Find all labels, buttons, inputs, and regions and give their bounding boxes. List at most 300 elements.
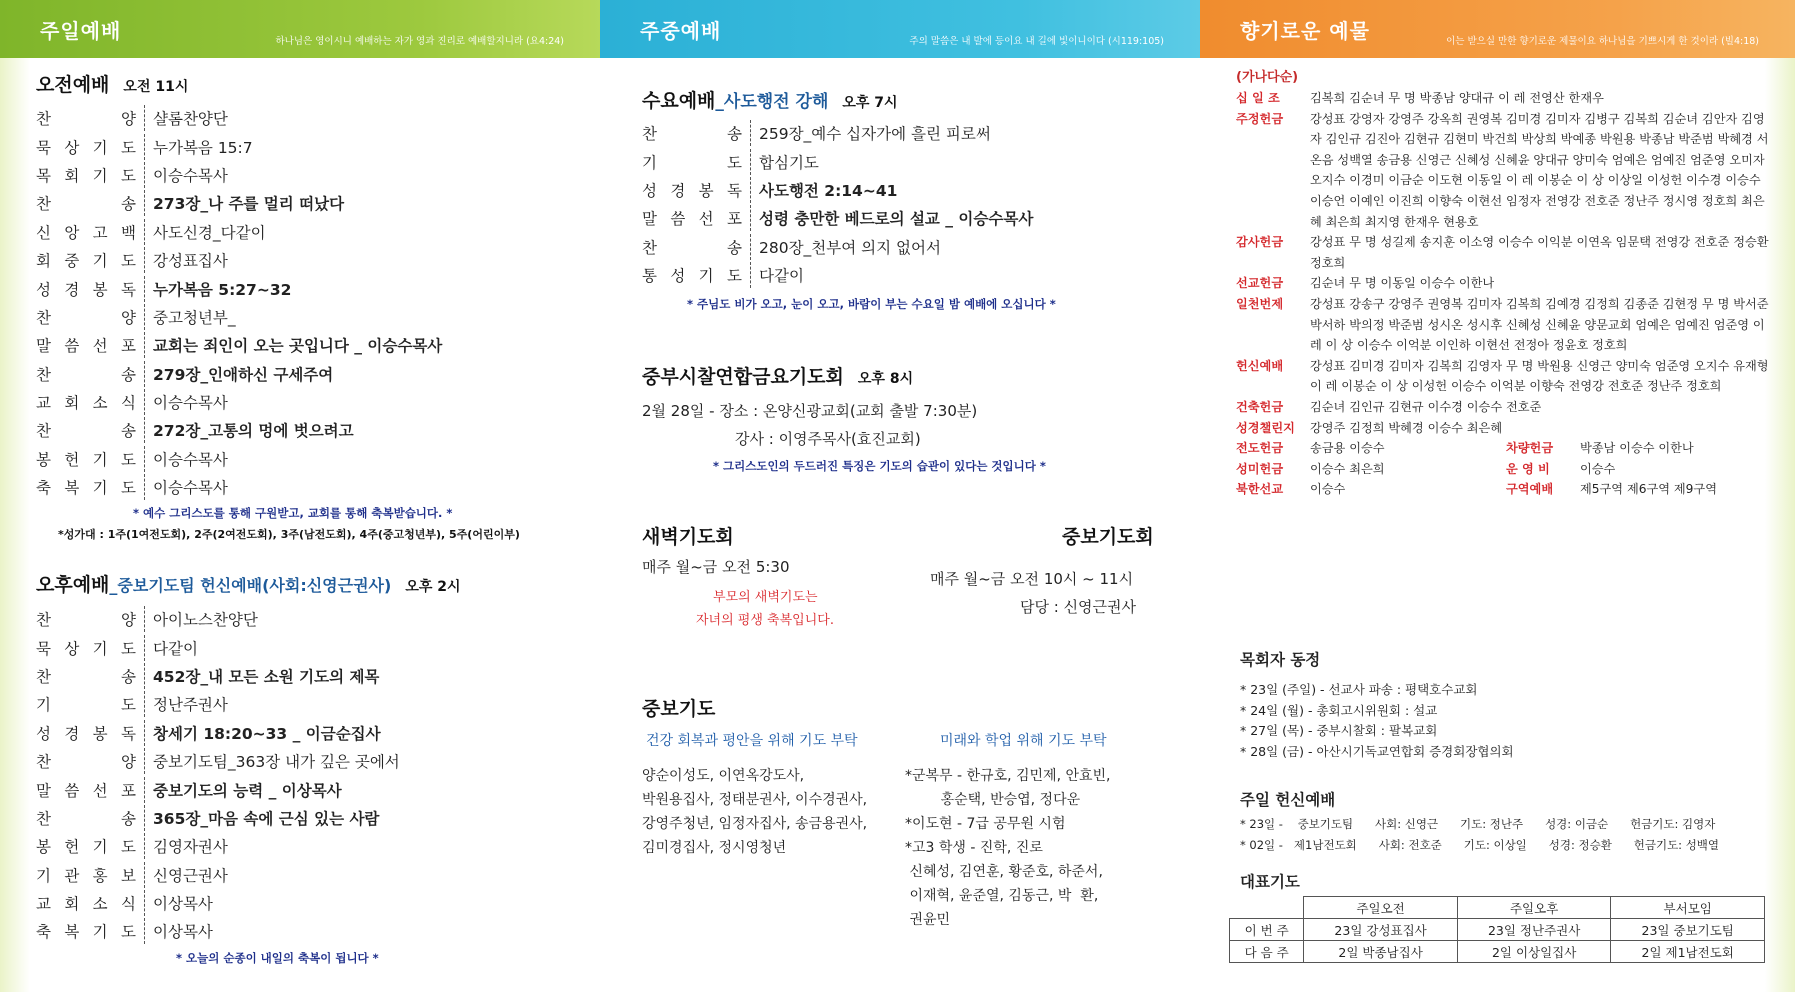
order-label-char: 도 bbox=[120, 838, 136, 857]
order-value: 다같이 bbox=[153, 639, 198, 658]
order-label-char: 고 bbox=[92, 223, 108, 242]
dawn-time: 매주 월~금 오전 5:30 bbox=[642, 558, 790, 576]
weekday-header bbox=[600, 0, 1200, 58]
order-row bbox=[36, 662, 400, 690]
order-divider bbox=[750, 120, 751, 146]
order-label-char: 찬 bbox=[36, 611, 51, 630]
order-divider bbox=[144, 105, 145, 131]
order-row bbox=[642, 233, 1033, 261]
order-label bbox=[36, 448, 144, 470]
offering-list bbox=[1236, 66, 1776, 500]
order-divider bbox=[144, 720, 145, 746]
intercession-meeting-title: 중보기도회 bbox=[1062, 526, 1154, 548]
prayer-right-line: *이도현 - 7급 공무원 시험 bbox=[905, 816, 1066, 832]
rep-cell: 2일 박종남집사 bbox=[1304, 941, 1458, 963]
order-label-char: 기 bbox=[92, 450, 108, 469]
offering-label: 건축헌금 bbox=[1236, 399, 1284, 414]
order-label-char: 봉 bbox=[36, 838, 51, 857]
offering-row bbox=[1236, 397, 1776, 418]
offering-label: 전도헌금 bbox=[1236, 441, 1284, 456]
offering-header-verse: 이는 받으실 만한 향기로운 제물이요 하나님을 기쁘시게 한 것이라 (빌4:18) bbox=[1446, 36, 1759, 47]
wednesday-service-title bbox=[642, 86, 898, 113]
union-title-text: 중부시찰연합금요기도회 bbox=[642, 366, 844, 388]
offering-label: 성경챌린지 bbox=[1236, 420, 1295, 435]
order-label-char: 송 bbox=[727, 125, 742, 144]
order-label-char: 독 bbox=[120, 280, 136, 299]
union-line2: 강사 : 이영주목사(효진교회) bbox=[735, 430, 921, 448]
order-label-char: 기 bbox=[92, 138, 108, 157]
offering-pair-right bbox=[1506, 479, 1776, 500]
devotion-item: * 23일 - 중보기도팀 사회: 신영근 기도: 정난주 성경: 이금순 헌금기도: 김영자 bbox=[1240, 817, 1716, 831]
order-divider bbox=[750, 234, 751, 260]
order-label-char: 상 bbox=[64, 639, 80, 658]
union-line1: 2월 28일 - 장소 : 온양신광교회(교회 출발 7:30분) bbox=[642, 402, 978, 420]
order-row bbox=[642, 147, 1033, 175]
order-label-char: 회 bbox=[64, 895, 80, 914]
order-divider bbox=[144, 474, 145, 500]
dawn-red-line2: 자녀의 평생 축복입니다. bbox=[696, 613, 834, 628]
morning-note: * 예수 그리스도를 통해 구원받고, 교회를 통해 축복받습니다. * bbox=[133, 506, 453, 520]
order-value: 452장_내 모든 소원 기도의 제목 bbox=[153, 667, 380, 686]
prayer-left-line: 양순이성도, 이연옥강도사, bbox=[642, 768, 805, 784]
order-label-char: 보 bbox=[120, 866, 136, 885]
prayer-list-right bbox=[905, 764, 1111, 932]
offering-label: 감사헌금 bbox=[1236, 235, 1284, 250]
offering-pair-left bbox=[1236, 479, 1506, 500]
order-label-char: 기 bbox=[92, 166, 108, 185]
order-row bbox=[36, 189, 442, 217]
left-edge-decoration bbox=[0, 58, 30, 992]
order-label-char: 기 bbox=[92, 923, 108, 942]
order-divider bbox=[144, 635, 145, 661]
order-label-char: 찬 bbox=[36, 110, 51, 129]
wednesday-note: * 주님도 비가 오고, 눈이 오고, 바람이 부는 수요일 밤 예배에 오십니다 * bbox=[687, 297, 1056, 311]
offering-label: 차량헌금 bbox=[1506, 441, 1554, 456]
order-divider bbox=[750, 177, 751, 203]
order-label bbox=[36, 249, 144, 271]
order-label bbox=[36, 722, 144, 744]
order-divider bbox=[144, 134, 145, 160]
order-label-char: 도 bbox=[121, 696, 136, 715]
order-label bbox=[36, 892, 144, 914]
rep-prayer-title: 대표기도 bbox=[1240, 873, 1300, 891]
order-label-char: 기 bbox=[698, 267, 714, 286]
order-label-char: 성 bbox=[642, 181, 657, 200]
order-value: 중고청년부_ bbox=[153, 308, 236, 327]
morning-order-list bbox=[36, 104, 442, 501]
order-label-char: 도 bbox=[726, 267, 742, 286]
rep-cell: 23일 강성표집사 bbox=[1304, 919, 1458, 941]
order-label-char: 도 bbox=[120, 450, 136, 469]
weekday-header-title: 주중예배 bbox=[640, 18, 722, 43]
order-label-char: 기 bbox=[36, 696, 51, 715]
rep-row-label: 다 음 주 bbox=[1230, 941, 1304, 963]
order-label-char: 선 bbox=[92, 781, 108, 800]
rep-cell: 2일 이상일집사 bbox=[1457, 941, 1611, 963]
order-row bbox=[36, 889, 400, 917]
order-label-char: 기 bbox=[92, 838, 108, 857]
order-value: 누가복음 5:27~32 bbox=[153, 280, 292, 299]
order-label-char: 기 bbox=[36, 866, 51, 885]
order-value: 365장_마음 속에 근심 있는 사람 bbox=[153, 809, 380, 828]
afternoon-subtitle: _중보기도팀 헌신예배(사회:신영근권사) bbox=[109, 576, 392, 595]
offering-label: 북한선교 bbox=[1236, 482, 1284, 497]
order-value: 성령 충만한 베드로의 설교 _ 이승수목사 bbox=[759, 210, 1034, 229]
offering-label: 운 영 비 bbox=[1506, 461, 1550, 476]
order-value: 이승수목사 bbox=[153, 450, 228, 469]
sunday-header-title: 주일예배 bbox=[40, 18, 122, 43]
order-divider bbox=[750, 262, 751, 288]
offering-label: 선교헌금 bbox=[1236, 276, 1284, 291]
prayer-right-line: *군복무 - 한규호, 김민제, 안효빈, bbox=[905, 768, 1111, 784]
union-note: * 그리스도인의 두드러진 특징은 기도의 습관이 있다는 것입니다 * bbox=[713, 459, 1046, 473]
order-divider bbox=[144, 361, 145, 387]
order-label-char: 경 bbox=[64, 280, 80, 299]
order-label-char: 기 bbox=[642, 153, 657, 172]
order-label-char: 찬 bbox=[36, 753, 51, 772]
order-label-char: 축 bbox=[36, 479, 51, 498]
order-divider bbox=[144, 162, 145, 188]
order-label-char: 상 bbox=[64, 138, 80, 157]
order-row bbox=[642, 204, 1033, 232]
order-label-char: 말 bbox=[36, 337, 51, 356]
order-label-char: 축 bbox=[36, 923, 51, 942]
order-label-char: 씀 bbox=[670, 210, 686, 229]
sunday-header-verse: 하나님은 영이시니 예배하는 자가 영과 진리로 예배할지니라 (요4:24) bbox=[275, 36, 564, 47]
offering-pair-left bbox=[1236, 459, 1506, 480]
order-label-char: 백 bbox=[120, 223, 136, 242]
order-label-char: 통 bbox=[642, 267, 657, 286]
order-value: 273장_나 주를 멀리 떠났다 bbox=[153, 195, 345, 214]
offering-header-title: 향기로운 예물 bbox=[1240, 18, 1370, 43]
prayer-head-right: 미래와 학업 위해 기도 부탁 bbox=[940, 733, 1107, 749]
rep-cell: 2일 제1남전도회 bbox=[1611, 941, 1765, 963]
order-label-char: 도 bbox=[727, 153, 742, 172]
pastor-news-item: * 27일 (목) - 중부시찰회 : 팔복교회 bbox=[1240, 723, 1438, 738]
order-label-char: 찬 bbox=[36, 308, 51, 327]
devotion-item: * 02일 - 제1남전도회 사회: 전호준 기도: 이상일 성경: 정승환 헌금기도: 성백열 bbox=[1240, 837, 1720, 852]
afternoon-service-title bbox=[36, 570, 461, 597]
order-divider bbox=[144, 417, 145, 443]
order-label-char: 식 bbox=[120, 895, 136, 914]
afternoon-note: * 오늘의 순종이 내일의 축복이 됩니다 * bbox=[176, 951, 379, 965]
wednesday-subtitle: _사도행전 강해 bbox=[715, 92, 829, 112]
offering-row bbox=[1236, 418, 1776, 439]
order-label bbox=[36, 476, 144, 498]
order-label-char: 식 bbox=[120, 394, 136, 413]
order-divider bbox=[144, 777, 145, 803]
order-value: 이상목사 bbox=[153, 923, 213, 942]
order-divider bbox=[144, 389, 145, 415]
order-label bbox=[36, 192, 144, 214]
order-label-char: 기 bbox=[92, 639, 108, 658]
order-label-char: 양 bbox=[121, 110, 136, 129]
order-value: 272장_고통의 멍에 벗으려고 bbox=[153, 422, 354, 441]
rep-cell: 23일 정난주권사 bbox=[1457, 919, 1611, 941]
order-row bbox=[36, 274, 442, 302]
order-row bbox=[36, 832, 400, 860]
prayer-right-line: 이재혁, 윤준열, 김동근, 박 환, bbox=[905, 888, 1099, 904]
order-divider bbox=[144, 748, 145, 774]
order-label bbox=[36, 779, 144, 801]
order-label bbox=[36, 750, 144, 772]
order-label-char: 송 bbox=[121, 195, 136, 214]
union-prayer-title bbox=[642, 362, 913, 389]
order-label bbox=[36, 419, 144, 441]
offering-pair-row bbox=[1236, 479, 1776, 500]
order-divider bbox=[144, 219, 145, 245]
order-label bbox=[36, 665, 144, 687]
order-divider bbox=[144, 247, 145, 273]
order-value: 이승수목사 bbox=[153, 394, 228, 413]
order-divider bbox=[144, 805, 145, 831]
order-value: 280장_천부여 의지 없어서 bbox=[759, 238, 941, 257]
wednesday-title-text: 수요예배 bbox=[642, 90, 716, 112]
order-label-char: 경 bbox=[64, 724, 80, 743]
order-label-char: 교 bbox=[36, 895, 51, 914]
prayer-head-left: 건강 회복과 평안을 위해 기도 부탁 bbox=[646, 733, 858, 749]
order-label-char: 기 bbox=[92, 252, 108, 271]
rep-header-cell: 주일오후 bbox=[1457, 897, 1611, 919]
order-row bbox=[36, 804, 400, 832]
pastor-news-title: 목회자 동정 bbox=[1240, 651, 1321, 669]
order-label-char: 회 bbox=[64, 394, 80, 413]
order-label bbox=[642, 179, 750, 201]
order-label-char: 경 bbox=[670, 181, 686, 200]
order-row bbox=[36, 445, 442, 473]
offering-row bbox=[1236, 356, 1776, 397]
pastor-news-list bbox=[1240, 680, 1514, 762]
order-label-char: 봉 bbox=[92, 724, 108, 743]
order-row bbox=[36, 360, 442, 388]
offering-order-note: (가나다순) bbox=[1236, 70, 1299, 85]
order-label bbox=[36, 835, 144, 857]
offering-column bbox=[1200, 0, 1795, 992]
order-value: 이상목사 bbox=[153, 895, 213, 914]
order-row bbox=[36, 917, 400, 945]
offering-names: 강성표 강영자 강영주 강옥희 권영복 김미경 김미자 김병구 김복희 김순녀 김안자 김영자 김인규 김진아 김현규 김현미 박건희 박상희 박예종 박원용 박종남 박준범 박혜경 서온음 성백열 송금용 신영근 신혜성 신혜윤 양대규 양미숙 엄예은 엄예진 엄준영 오미자 오지수 이경미 이금순 이도현 이동일 이 레 이봉순 이 상 이상일 이성헌 이수경 이승수 이승언 이예인 이진희 이향숙 이현선 임정자 전영강 전호준 정난주 정시영 정호희 최은혜 최은희 최지영 한재우 현용호 bbox=[1310, 111, 1769, 229]
offering-pair-row bbox=[1236, 459, 1776, 480]
order-label-char: 헌 bbox=[64, 450, 80, 469]
order-label-char: 독 bbox=[726, 181, 742, 200]
order-label-char: 봉 bbox=[92, 280, 108, 299]
offering-names: 송금용 이승수 bbox=[1310, 441, 1385, 456]
offering-label: 성미헌금 bbox=[1236, 461, 1284, 476]
weekday-worship-column bbox=[600, 0, 1200, 992]
order-row bbox=[36, 218, 442, 246]
order-value: 정난주권사 bbox=[153, 696, 228, 715]
order-label-char: 선 bbox=[92, 337, 108, 356]
order-label-char: 회 bbox=[64, 166, 80, 185]
order-row bbox=[36, 605, 400, 633]
order-label-char: 성 bbox=[36, 724, 51, 743]
offering-names: 김복희 김순녀 무 명 박종남 양대규 이 레 전영산 한재우 bbox=[1310, 91, 1604, 105]
wednesday-order-list bbox=[642, 119, 1033, 289]
offering-names: 이승수 bbox=[1580, 461, 1616, 476]
order-label-char: 도 bbox=[120, 639, 136, 658]
order-label-char: 묵 bbox=[36, 138, 51, 157]
order-label bbox=[36, 864, 144, 886]
offering-names: 강영주 김정희 박혜경 이승수 최은혜 bbox=[1310, 420, 1503, 435]
offering-label: 일천번제 bbox=[1236, 296, 1284, 311]
order-divider bbox=[144, 918, 145, 944]
order-label-char: 도 bbox=[120, 252, 136, 271]
order-row bbox=[36, 331, 442, 359]
offering-names: 강성표 강송구 강영주 권영복 김미자 김복희 김예경 김정희 김종준 김현정 무 명 박서준 박서하 박의정 박준범 성시온 성시후 신혜성 신혜윤 양문교회 엄예은 엄예진 엄준영 이 레 이 상 이승수 이억분 이인하 이현선 전정아 정윤호 정호희 bbox=[1310, 296, 1769, 353]
order-row bbox=[36, 388, 442, 416]
order-label-char: 씀 bbox=[64, 337, 80, 356]
order-value: 중보기도의 능력 _ 이상목사 bbox=[153, 781, 342, 800]
order-label-char: 포 bbox=[120, 781, 136, 800]
order-value: 신영근권사 bbox=[153, 866, 228, 885]
order-value: 누가복음 15:7 bbox=[153, 138, 253, 157]
offering-names: 이승수 bbox=[1310, 482, 1346, 497]
order-label-char: 양 bbox=[121, 753, 136, 772]
devotion-list bbox=[1240, 814, 1719, 855]
order-label-char: 도 bbox=[120, 479, 136, 498]
order-label-char: 말 bbox=[36, 781, 51, 800]
order-row bbox=[36, 747, 400, 775]
offering-label: 구역예배 bbox=[1506, 482, 1554, 497]
order-label bbox=[36, 637, 144, 659]
order-label-char: 소 bbox=[92, 895, 108, 914]
order-row bbox=[36, 861, 400, 889]
morning-title-text: 오전예배 bbox=[36, 74, 110, 96]
order-label-char: 송 bbox=[121, 809, 136, 828]
order-label-char: 송 bbox=[121, 422, 136, 441]
order-label-char: 찬 bbox=[36, 422, 51, 441]
prayer-request-title: 중보기도 bbox=[642, 698, 716, 720]
order-label bbox=[36, 136, 144, 158]
sunday-worship-column bbox=[0, 0, 600, 992]
offering-header bbox=[1200, 0, 1795, 58]
offering-row bbox=[1236, 232, 1776, 273]
dawn-red-line1: 부모의 새벽기도는 bbox=[713, 590, 818, 605]
order-label-char: 성 bbox=[36, 280, 51, 299]
order-divider bbox=[144, 190, 145, 216]
offering-pair-left bbox=[1236, 438, 1506, 459]
pastor-news-item: * 24일 (월) - 총회고시위원회 : 설교 bbox=[1240, 702, 1438, 718]
prayer-left-line: 김미경집사, 정시영청년 bbox=[642, 840, 787, 856]
rep-prayer-table bbox=[1229, 896, 1765, 963]
order-row bbox=[36, 690, 400, 718]
offering-label: 십 일 조 bbox=[1236, 91, 1280, 105]
order-value: 창세기 18:20~33 _ 이금순집사 bbox=[153, 724, 381, 743]
order-label-char: 독 bbox=[120, 724, 136, 743]
order-label-char: 성 bbox=[670, 267, 686, 286]
order-label-char: 관 bbox=[64, 866, 80, 885]
offering-names: 이승수 최은희 bbox=[1310, 461, 1385, 476]
order-label bbox=[36, 807, 144, 829]
offering-row bbox=[1236, 109, 1776, 233]
offering-names: 박종남 이승수 이한나 bbox=[1580, 441, 1694, 456]
order-label bbox=[36, 920, 144, 942]
order-value: 사도행전 2:14~41 bbox=[759, 181, 898, 200]
devotion-title: 주일 헌신예배 bbox=[1240, 791, 1336, 809]
order-divider bbox=[144, 446, 145, 472]
order-row bbox=[36, 303, 442, 331]
order-divider bbox=[750, 149, 751, 175]
order-label bbox=[642, 122, 750, 144]
order-value: 다같이 bbox=[759, 267, 804, 286]
order-row bbox=[36, 719, 400, 747]
order-label-char: 찬 bbox=[36, 365, 51, 384]
offering-row bbox=[1236, 88, 1776, 109]
prayer-right-line: 신혜성, 김연훈, 황준호, 하준서, bbox=[905, 864, 1103, 880]
order-row bbox=[36, 161, 442, 189]
rep-row bbox=[1230, 919, 1765, 941]
order-label bbox=[36, 334, 144, 356]
wednesday-time: 오후 7시 bbox=[842, 95, 898, 111]
rep-cell: 23일 중보기도팀 bbox=[1611, 919, 1765, 941]
order-label-char: 찬 bbox=[642, 238, 657, 257]
order-label-char: 포 bbox=[726, 210, 742, 229]
order-divider bbox=[144, 606, 145, 632]
union-time: 오후 8시 bbox=[857, 371, 914, 387]
order-label-char: 송 bbox=[121, 667, 136, 686]
order-divider bbox=[144, 862, 145, 888]
order-label-char: 소 bbox=[92, 394, 108, 413]
order-label bbox=[36, 693, 144, 715]
order-label-char: 홍 bbox=[92, 866, 108, 885]
order-value: 교회는 죄인이 오는 곳입니다 _ 이승수목사 bbox=[153, 337, 443, 356]
order-divider bbox=[144, 663, 145, 689]
order-label-char: 송 bbox=[121, 365, 136, 384]
order-label bbox=[642, 151, 750, 173]
order-divider bbox=[144, 691, 145, 717]
order-row bbox=[36, 104, 442, 132]
order-label-char: 목 bbox=[36, 166, 51, 185]
order-row bbox=[642, 119, 1033, 147]
order-label-char: 찬 bbox=[642, 125, 657, 144]
order-label-char: 말 bbox=[642, 210, 657, 229]
order-label-char: 양 bbox=[121, 611, 136, 630]
order-label bbox=[36, 363, 144, 385]
offering-row bbox=[1236, 294, 1776, 356]
order-value: 사도신경_다같이 bbox=[153, 223, 266, 242]
dawn-prayer-title: 새벽기도회 bbox=[642, 526, 734, 548]
offering-pair-row bbox=[1236, 438, 1776, 459]
order-row bbox=[36, 473, 442, 501]
order-label-char: 헌 bbox=[64, 838, 80, 857]
order-label-char: 묵 bbox=[36, 639, 51, 658]
order-label-char: 도 bbox=[120, 166, 136, 185]
order-value: 이승수목사 bbox=[153, 479, 228, 498]
choir-note: *성가대 : 1주(1여전도회), 2주(2여전도회), 3주(남전도회), 4주(중고청년부), 5주(어린이부) bbox=[58, 528, 520, 541]
morning-time: 오전 11시 bbox=[123, 79, 189, 95]
order-label-char: 신 bbox=[36, 223, 51, 242]
order-value: 259장_예수 십자가에 흘린 피로써 bbox=[759, 125, 991, 144]
prayer-right-line: *고3 학생 - 진학, 진로 bbox=[905, 840, 1043, 856]
order-label bbox=[36, 608, 144, 630]
rep-header-cell: 부서모임 bbox=[1611, 897, 1765, 919]
order-divider bbox=[144, 332, 145, 358]
prayer-left-line: 박원용집사, 정태분권사, 이수경권사, bbox=[642, 792, 868, 808]
order-label-char: 포 bbox=[120, 337, 136, 356]
order-label-char: 찬 bbox=[36, 809, 51, 828]
afternoon-time: 오후 2시 bbox=[405, 579, 461, 595]
rep-row bbox=[1230, 941, 1765, 963]
order-value: 중보기도팀_363장 내가 깊은 곳에서 bbox=[153, 753, 400, 772]
order-label-char: 도 bbox=[120, 923, 136, 942]
offering-names: 제5구역 제6구역 제9구역 bbox=[1580, 482, 1717, 497]
order-label-char: 도 bbox=[120, 138, 136, 157]
order-value: 강성표집사 bbox=[153, 252, 228, 271]
order-value: 이승수목사 bbox=[153, 166, 228, 185]
rep-header-cell: 주일오전 bbox=[1304, 897, 1458, 919]
order-label-char: 선 bbox=[698, 210, 714, 229]
sunday-header bbox=[0, 0, 600, 58]
